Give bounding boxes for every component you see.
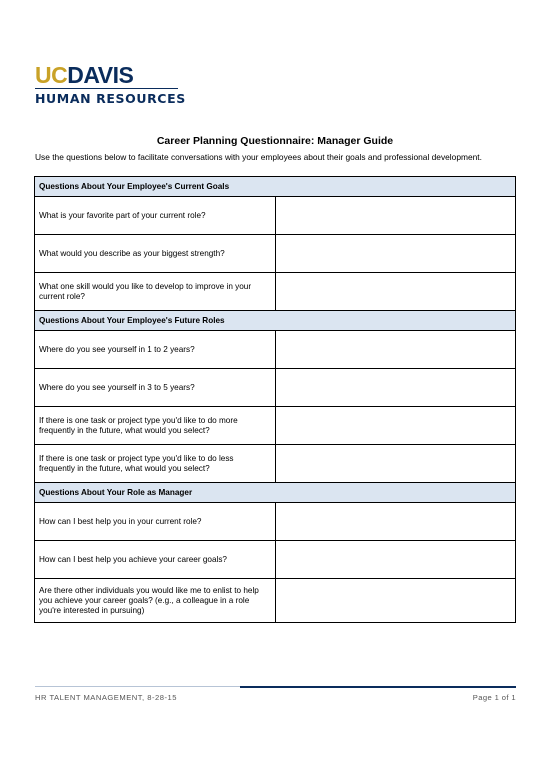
page-title: Career Planning Questionnaire: Manager Guide — [156, 135, 394, 147]
question-text: How can I best help you achieve your career goals? — [35, 541, 276, 579]
question-text: Where do you see yourself in 3 to 5 years? — [35, 369, 276, 407]
logo-wordmark — [35, 64, 133, 86]
section-header-row — [35, 177, 516, 197]
footer-department: HR TALENT MANAGEMENT, 8-28-15 — [35, 693, 177, 702]
question-row — [35, 503, 516, 541]
answer-cell[interactable] — [275, 369, 516, 407]
answer-cell[interactable] — [275, 503, 516, 541]
questionnaire-table — [34, 176, 516, 623]
question-row — [35, 235, 516, 273]
question-text: What one skill would you like to develop to improve in your current role? — [35, 273, 276, 311]
section-heading: Questions About Your Employee's Current Goals — [35, 177, 516, 197]
answer-cell[interactable] — [275, 273, 516, 311]
answer-cell[interactable] — [275, 541, 516, 579]
section-header-row — [35, 483, 516, 503]
question-text: Are there other individuals you would like me to enlist to help you achieve your career goals? (e.g., a colleague in a role you're interested in pursuing) — [35, 579, 276, 623]
ucdavis-hr-logo — [35, 62, 186, 106]
question-row — [35, 331, 516, 369]
answer-cell[interactable] — [275, 235, 516, 273]
section-header-row — [35, 311, 516, 331]
answer-cell[interactable] — [275, 331, 516, 369]
logo-uc: UC — [35, 62, 68, 88]
section-heading: Questions About Your Employee's Future Roles — [35, 311, 516, 331]
question-text: Where do you see yourself in 1 to 2 years? — [35, 331, 276, 369]
answer-cell[interactable] — [275, 445, 516, 483]
question-text: If there is one task or project type you'd like to do more frequently in the future, what would you select? — [35, 407, 276, 445]
question-text: What is your favorite part of your current role? — [35, 197, 276, 235]
question-row — [35, 369, 516, 407]
logo-subtitle: HUMAN RESOURCES — [35, 91, 186, 106]
section-heading: Questions About Your Role as Manager — [35, 483, 516, 503]
answer-cell[interactable] — [275, 579, 516, 623]
question-text: What would you describe as your biggest strength? — [35, 235, 276, 273]
question-row — [35, 445, 516, 483]
logo-divider — [35, 88, 178, 89]
answer-cell[interactable] — [275, 407, 516, 445]
logo-davis: DAVIS — [67, 62, 134, 88]
question-row — [35, 197, 516, 235]
answer-cell[interactable] — [275, 197, 516, 235]
question-row — [35, 407, 516, 445]
footer-page-number: Page 1 of 1 — [472, 693, 516, 702]
footer-divider — [240, 686, 516, 688]
question-text: If there is one task or project type you'd like to do less frequently in the future, what would you select? — [35, 445, 276, 483]
question-row — [35, 541, 516, 579]
question-row — [35, 273, 516, 311]
question-text: How can I best help you in your current role? — [35, 503, 276, 541]
intro-text: Use the questions below to facilitate conversations with your employees about their goals and professional development. — [35, 152, 482, 162]
question-row — [35, 579, 516, 623]
